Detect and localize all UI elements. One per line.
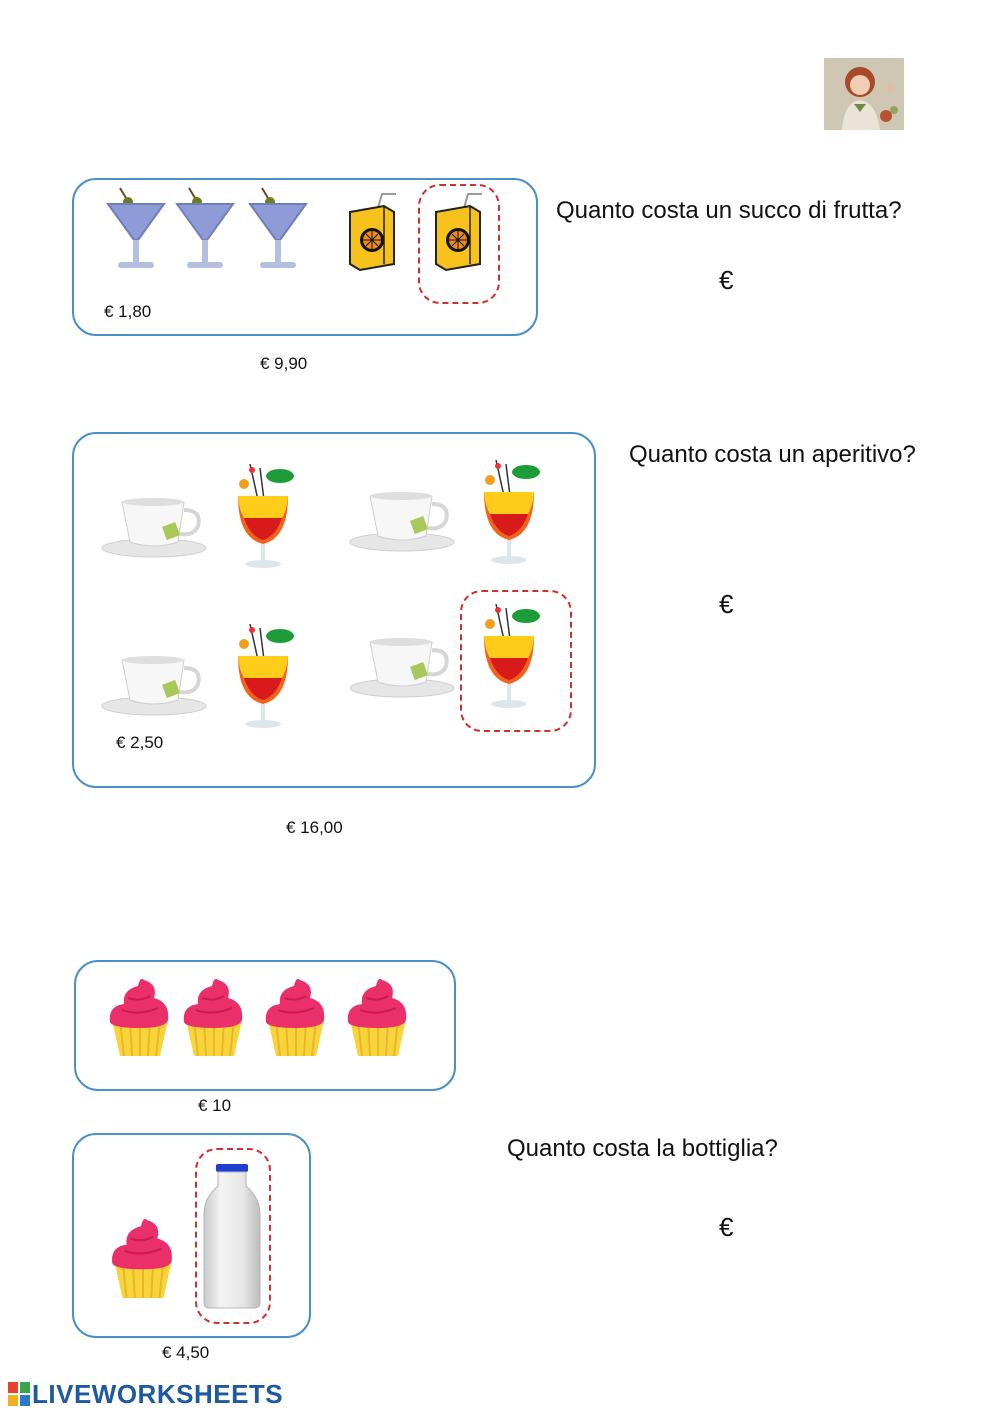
exercise2-total-price: € 16,00	[286, 818, 343, 837]
cocktail-icon	[476, 600, 542, 714]
exercise3-box	[72, 1133, 311, 1338]
juice-box-icon	[430, 190, 486, 272]
martini-glass-icon	[248, 186, 308, 272]
martini-glass-icon	[175, 186, 235, 272]
exercise3-answer-input[interactable]	[746, 1210, 910, 1246]
liveworksheets-brand[interactable]: LIVEWORKSHEETS	[32, 1379, 284, 1409]
cupcake-icon	[346, 976, 410, 1058]
cupcake-icon	[110, 1216, 176, 1300]
exercise2-euro-symbol: €	[719, 589, 734, 619]
liveworksheets-logo-icon	[8, 1382, 30, 1406]
exercise2-answer-input[interactable]	[746, 586, 910, 622]
teacher-avatar	[824, 58, 904, 130]
cupcake-icon	[264, 976, 328, 1058]
tea-cup-icon	[100, 654, 208, 718]
cupcake-icon	[182, 976, 246, 1058]
exercise3-euro-symbol: €	[719, 1212, 734, 1242]
exercise1-answer-input[interactable]	[746, 262, 910, 298]
exercise2-box-price: € 2,50	[116, 733, 164, 752]
martini-glass-icon	[106, 186, 166, 272]
cocktail-icon	[230, 460, 296, 574]
exercise1-box-price: € 1,80	[104, 302, 152, 321]
exercise3-box-price: € 4,50	[162, 1343, 210, 1362]
milk-bottle-icon	[200, 1162, 264, 1310]
tea-cup-icon	[100, 496, 208, 560]
tea-cup-icon	[348, 636, 456, 700]
cocktail-icon	[476, 456, 542, 570]
cupcakes-total-price: € 10	[198, 1096, 232, 1115]
tea-cup-icon	[348, 490, 456, 554]
exercise1-total-price: € 9,90	[260, 354, 308, 373]
exercise1-euro-symbol: €	[719, 265, 734, 295]
exercise2-question: Quanto costa un aperitivo?	[629, 441, 916, 468]
exercise3-question: Quanto costa la bottiglia?	[507, 1135, 778, 1162]
exercise1-question: Quanto costa un succo di frutta?	[556, 197, 902, 224]
cocktail-icon	[230, 620, 296, 734]
juice-box-icon	[344, 190, 400, 272]
cupcake-icon	[108, 976, 172, 1058]
